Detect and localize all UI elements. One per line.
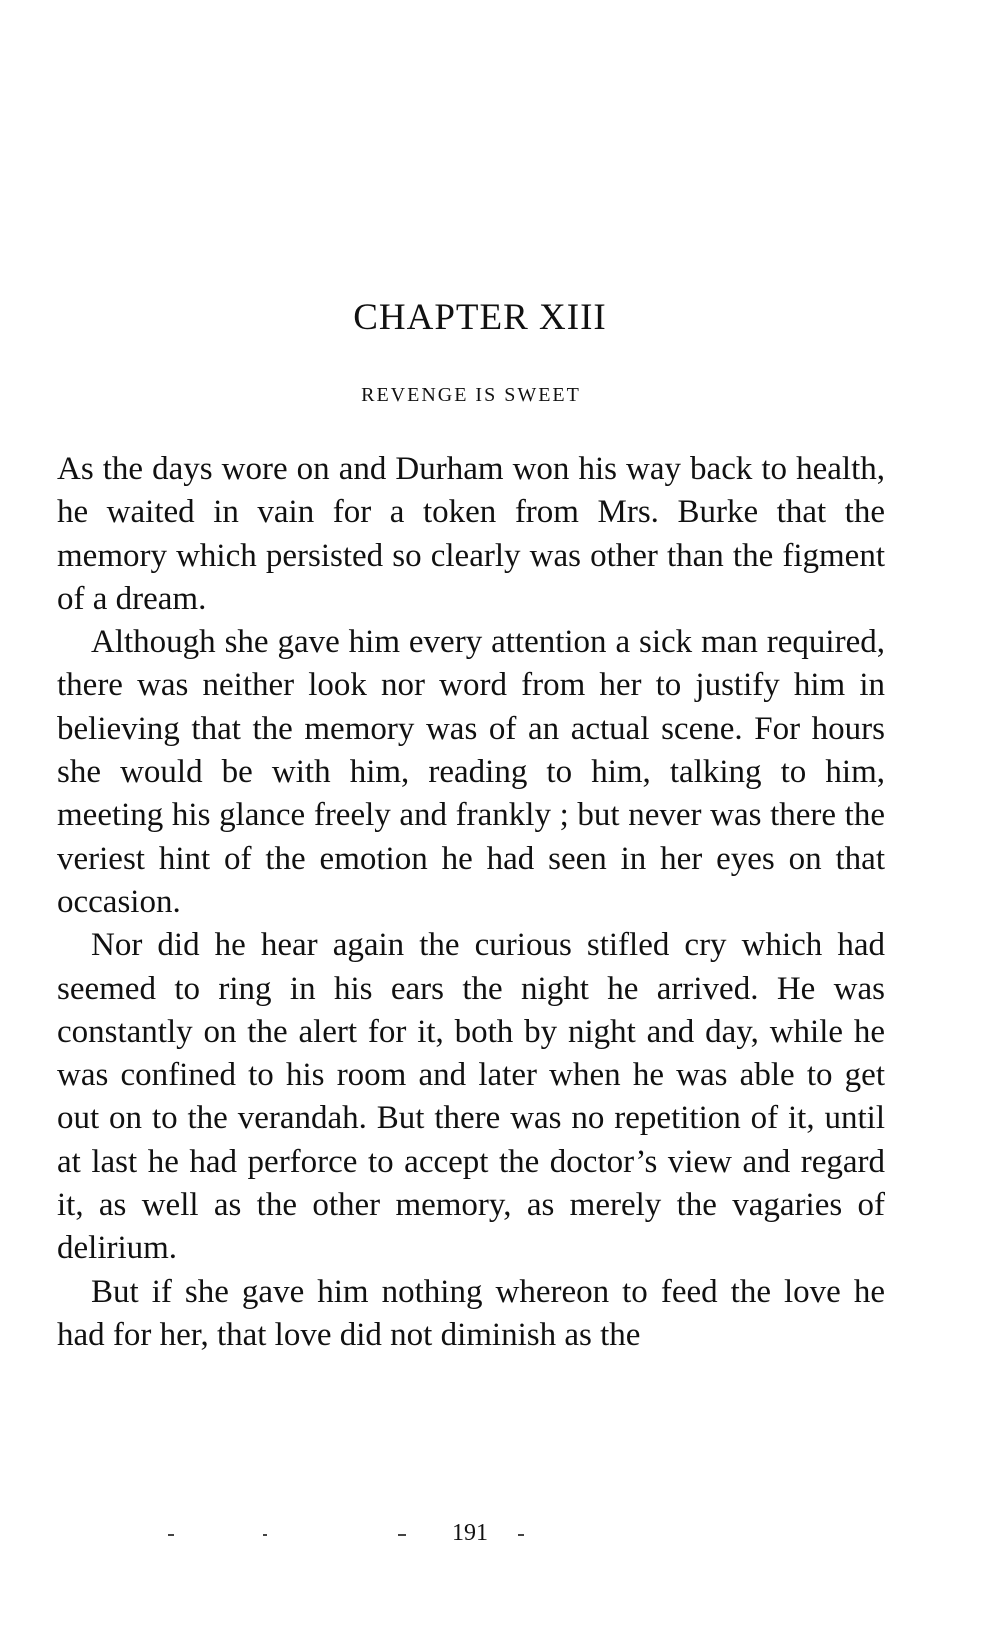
chapter-body — [57, 448, 885, 1357]
paragraph: Although she gave him every attention a sick man required, there was neither look nor word from her to justify him in believing that the memory was of an actual scene. For hours she would be with him, reading to him, talking to him, meeting his glance freely and frankly ; but never was there the veriest hint of the emotion he had seen in her eyes on that occasion. — [57, 624, 885, 920]
paragraph: As the days wore on and Durham won his way back to health, he waited in vain for a token from Mrs. Burke that the memory which persisted so clearly was other than the figment of a dream. — [57, 451, 885, 617]
page-number: 191 — [452, 1520, 488, 1546]
chapter-title: CHAPTER XIII — [353, 297, 607, 338]
paragraph: But if she gave him nothing whereon to feed the love he had for her, that love did not diminish as the — [57, 1273, 885, 1353]
chapter-subtitle: REVENGE IS SWEET — [361, 384, 581, 406]
paragraph: Nor did he hear again the curious stifled cry which had seemed to ring in his ears the night he arrived. He was constantly on the alert for it, both by night and day, while he was confined to his room and later when he was able to get out on to the verandah. But there was no repetition of it, until at last he had perforce to accept the doctor’s view and regard it, as well as the other memory, as merely the vagaries of delirium. — [57, 927, 885, 1267]
